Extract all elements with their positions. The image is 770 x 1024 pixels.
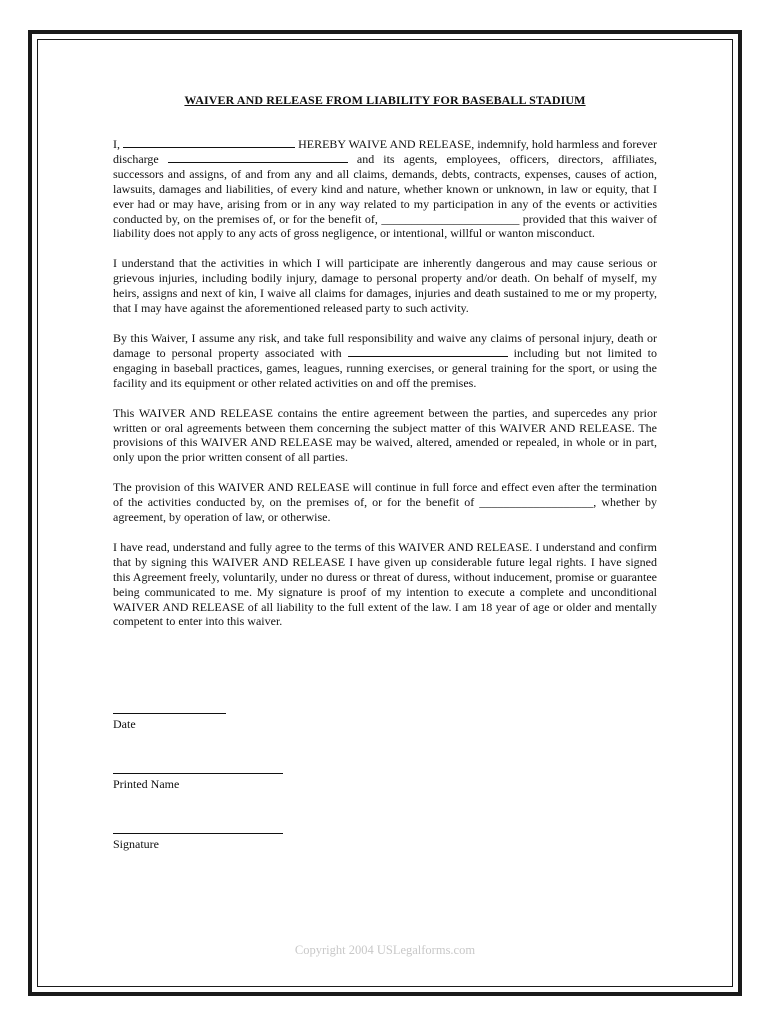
document-body — [113, 137, 657, 644]
continuation-benefit-blank[interactable]: ___________________ — [479, 495, 594, 510]
date-block — [113, 713, 226, 732]
document-title: WAIVER AND RELEASE FROM LIABILITY FOR BASEBALL STADIUM — [184, 93, 586, 107]
signature-block — [113, 833, 283, 852]
printed-name-line[interactable] — [113, 773, 283, 774]
released-party-blank[interactable] — [168, 152, 348, 163]
date-label: Date — [113, 717, 136, 731]
p1-text-d: provided that this waiver of liability does not apply to any acts of gross negligence, or intentional, willful or wanton misconduct. — [113, 211, 657, 241]
signature-label: Signature — [113, 837, 159, 851]
p1-text-b: HEREBY WAIVE AND RELEASE, indemnify, hold harmless and forever discharge — [113, 137, 657, 166]
signature-line[interactable] — [113, 833, 283, 834]
printed-name-block — [113, 773, 283, 792]
activity-blank[interactable] — [348, 346, 508, 357]
beneficiary-blank[interactable]: _______________________ — [381, 211, 520, 226]
paragraph-risk-understanding: I understand that the activities in which I will participate are inherently dangerous and may cause serious or grievous injuries, including bodily injury, damage to personal property and/or death. On behalf of myself, my heirs, assigns and next of kin, I waive all claims for damages, injuries and death sustained to me or my property, that I may have against the aforementioned released party to such activity. — [113, 256, 657, 316]
paragraph-release — [113, 137, 657, 241]
p1-text-a: I, — [113, 137, 124, 151]
printed-name-label: Printed Name — [113, 777, 180, 791]
paragraph-assume-risk — [113, 331, 657, 391]
paragraph-entire-agreement: This WAIVER AND RELEASE contains the entire agreement between the parties, and supercedes any prior written or oral agreements between them concerning the subject matter of this WAIVER AND RELEASE. The provisions of this WAIVER AND RELEASE may be waived, altered, amended or repealed, in whole or in part, only upon the prior written consent of all parties. — [113, 405, 657, 465]
date-line[interactable] — [113, 713, 226, 714]
paragraph-continuation — [113, 480, 657, 525]
p3-text-b: including but not limited to engaging in baseball practices, games, leagues, running exercises, or general training for the sport, or using the facility and its equipment or other related activities on and off the premises. — [113, 345, 657, 390]
p5-text-c: , whether by agreement, by operation of law, or otherwise. — [113, 495, 657, 525]
p3-text-a: By this Waiver, I assume any risk, and take full responsibility and waive any claims of personal injury, death or damage to personal property associated with — [113, 330, 657, 360]
copyright-footer: Copyright 2004 USLegalforms.com — [294, 943, 476, 957]
p5-text-a: The provision of this WAIVER AND RELEASE will continue in full force and effect even after the termination of the activities conducted by, on the premises of, or for the benefit of — [113, 480, 657, 510]
p1-text-c: and its agents, employees, officers, directors, affiliates, successors and assigns, of and from any and all claims, demands, debts, contracts, expenses, causes of action, lawsuits, damages and liabilities, of every kind and nature, whether known or unknown, in law or equity, that I ever had or may have, arising from or in any way related to my participation in any of the events or activities conducted by, on the premises of, or for the benefit of, — [113, 151, 658, 226]
releasor-name-blank[interactable] — [123, 137, 295, 148]
paragraph-acknowledgement: I have read, understand and fully agree to the terms of this WAIVER AND RELEASE. I understand and confirm that by signing this WAIVER AND RELEASE I have given up considerable future legal rights. I have signed this Agreement freely, voluntarily, under no duress or threat of duress, without inducement, promise or guarantee being communicated to me. My signature is proof of my intention to execute a complete and unconditional WAIVER AND RELEASE of all liability to the full extent of the law. I am 18 year of age or older and mentally competent to enter into this waiver. — [113, 539, 657, 629]
